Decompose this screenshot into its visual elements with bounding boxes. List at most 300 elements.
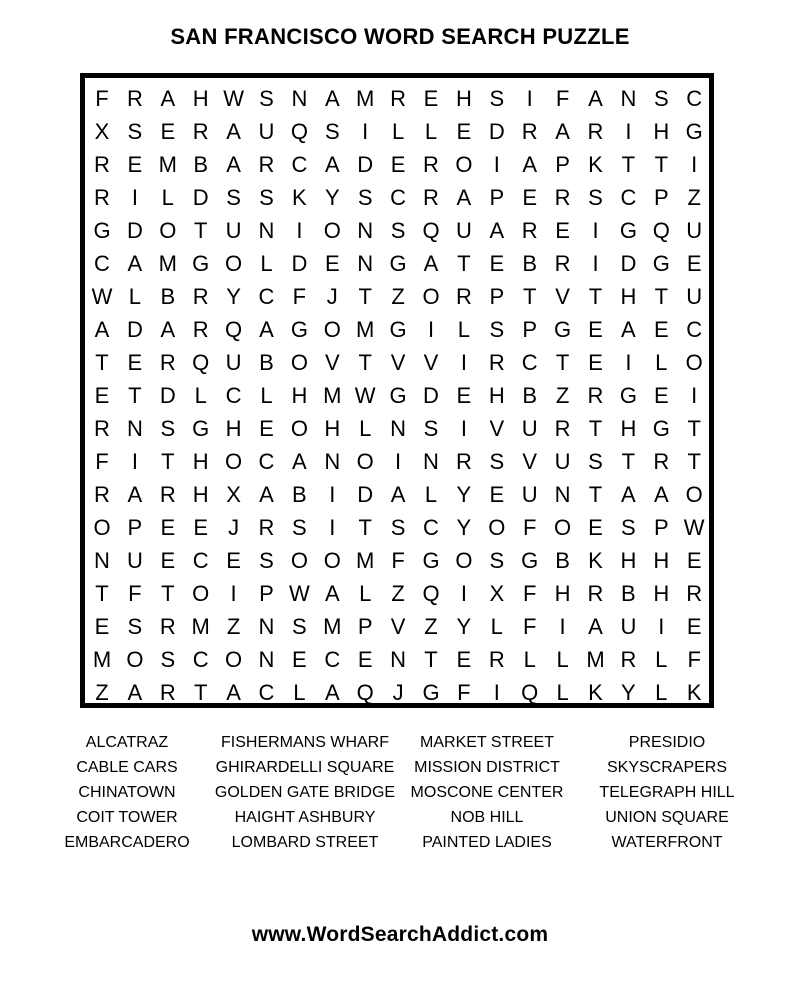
grid-cell[interactable]: S bbox=[489, 449, 505, 474]
grid-cell[interactable]: I bbox=[131, 185, 138, 210]
grid-cell[interactable]: X bbox=[94, 119, 110, 144]
grid-cell[interactable]: U bbox=[554, 449, 571, 474]
grid-cell[interactable]: A bbox=[621, 317, 636, 342]
grid-cell[interactable]: D bbox=[126, 218, 143, 243]
grid-cell[interactable]: Y bbox=[456, 482, 472, 507]
grid-cell[interactable]: P bbox=[127, 515, 143, 540]
grid-cell[interactable]: M bbox=[158, 152, 177, 177]
grid-cell[interactable]: A bbox=[226, 152, 241, 177]
grid-cell[interactable]: O bbox=[225, 251, 243, 276]
grid-cell[interactable]: O bbox=[323, 317, 341, 342]
grid-cell[interactable]: E bbox=[588, 317, 603, 342]
grid-cell[interactable]: N bbox=[620, 86, 637, 111]
grid-cell[interactable]: A bbox=[226, 680, 241, 705]
grid-cell[interactable]: V bbox=[555, 284, 570, 309]
grid-cell[interactable]: T bbox=[621, 152, 636, 177]
grid-cell[interactable]: O bbox=[685, 350, 703, 375]
grid-cell[interactable]: S bbox=[226, 185, 241, 210]
grid-cell[interactable]: D bbox=[488, 119, 505, 144]
grid-cell[interactable]: Z bbox=[226, 614, 241, 639]
grid-cell[interactable]: E bbox=[588, 515, 603, 540]
grid-cell[interactable]: K bbox=[588, 680, 603, 705]
grid-cell[interactable]: S bbox=[588, 449, 603, 474]
grid-cell[interactable]: M bbox=[356, 317, 375, 342]
grid-cell[interactable]: O bbox=[356, 449, 374, 474]
grid-cell[interactable]: U bbox=[225, 350, 242, 375]
grid-cell[interactable]: S bbox=[127, 119, 143, 144]
grid-cell[interactable]: T bbox=[457, 251, 471, 276]
grid-cell[interactable]: A bbox=[324, 581, 340, 606]
grid-cell[interactable]: C bbox=[390, 185, 407, 210]
grid-cell[interactable]: L bbox=[161, 185, 174, 210]
grid-cell[interactable]: T bbox=[555, 350, 570, 375]
grid-cell[interactable]: C bbox=[94, 251, 110, 276]
grid-cell[interactable]: I bbox=[625, 119, 632, 144]
grid-cell[interactable]: R bbox=[390, 86, 407, 111]
grid-cell[interactable]: G bbox=[290, 317, 308, 342]
grid-cell[interactable]: F bbox=[522, 614, 537, 639]
grid-cell[interactable]: T bbox=[193, 218, 208, 243]
grid-cell[interactable]: N bbox=[258, 614, 275, 639]
grid-cell[interactable]: A bbox=[324, 152, 340, 177]
grid-cell[interactable]: Y bbox=[226, 284, 241, 309]
grid-cell[interactable]: I bbox=[493, 680, 500, 705]
grid-cell[interactable]: R bbox=[423, 152, 439, 177]
grid-cell[interactable]: R bbox=[521, 119, 538, 144]
grid-cell[interactable]: H bbox=[653, 581, 670, 606]
grid-cell[interactable]: D bbox=[620, 251, 637, 276]
grid-cell[interactable]: R bbox=[159, 482, 176, 507]
grid-cell[interactable]: L bbox=[424, 119, 438, 144]
grid-cell[interactable]: E bbox=[324, 251, 340, 276]
grid-cell[interactable]: V bbox=[423, 350, 439, 375]
grid-cell[interactable]: M bbox=[191, 614, 210, 639]
grid-cell[interactable]: E bbox=[127, 152, 143, 177]
grid-cell[interactable]: E bbox=[226, 548, 241, 573]
grid-cell[interactable]: B bbox=[292, 482, 307, 507]
grid-cell[interactable]: I bbox=[395, 449, 402, 474]
grid-cell[interactable]: B bbox=[522, 251, 538, 276]
grid-cell[interactable]: T bbox=[95, 581, 109, 606]
grid-cell[interactable]: J bbox=[392, 680, 404, 705]
grid-cell[interactable]: Z bbox=[391, 581, 405, 606]
grid-cell[interactable]: S bbox=[160, 416, 176, 441]
grid-cell[interactable]: P bbox=[259, 581, 274, 606]
grid-cell[interactable]: H bbox=[653, 119, 670, 144]
grid-cell[interactable]: U bbox=[686, 218, 703, 243]
grid-cell[interactable]: H bbox=[554, 581, 571, 606]
grid-cell[interactable]: I bbox=[592, 218, 599, 243]
grid-cell[interactable]: R bbox=[423, 185, 439, 210]
grid-cell[interactable]: C bbox=[258, 680, 275, 705]
grid-cell[interactable]: E bbox=[160, 515, 176, 540]
grid-cell[interactable]: A bbox=[160, 86, 176, 111]
grid-cell[interactable]: C bbox=[192, 548, 209, 573]
grid-cell[interactable]: R bbox=[521, 218, 538, 243]
grid-cell[interactable]: D bbox=[159, 383, 176, 408]
grid-cell[interactable]: Q bbox=[356, 680, 374, 705]
grid-cell[interactable]: N bbox=[291, 86, 308, 111]
grid-cell[interactable]: P bbox=[555, 152, 570, 177]
grid-cell[interactable]: H bbox=[620, 416, 637, 441]
grid-cell[interactable]: A bbox=[160, 317, 176, 342]
grid-cell[interactable]: R bbox=[554, 416, 571, 441]
grid-cell[interactable]: I bbox=[460, 416, 467, 441]
grid-cell[interactable]: O bbox=[225, 647, 243, 672]
grid-cell[interactable]: G bbox=[422, 680, 440, 705]
grid-cell[interactable]: C bbox=[192, 647, 209, 672]
grid-cell[interactable]: N bbox=[357, 218, 374, 243]
grid-cell[interactable]: P bbox=[489, 185, 505, 210]
grid-cell[interactable]: O bbox=[93, 515, 111, 540]
grid-cell[interactable]: T bbox=[687, 449, 701, 474]
grid-cell[interactable]: M bbox=[586, 647, 605, 672]
grid-cell[interactable]: Q bbox=[422, 218, 440, 243]
grid-cell[interactable]: O bbox=[290, 416, 308, 441]
grid-cell[interactable]: V bbox=[390, 614, 406, 639]
grid-cell[interactable]: L bbox=[260, 383, 273, 408]
grid-cell[interactable]: R bbox=[686, 581, 703, 606]
grid-cell[interactable]: L bbox=[293, 680, 306, 705]
grid-cell[interactable]: T bbox=[161, 581, 175, 606]
grid-cell[interactable]: T bbox=[654, 284, 669, 309]
grid-cell[interactable]: T bbox=[161, 449, 175, 474]
grid-cell[interactable]: L bbox=[391, 119, 405, 144]
grid-cell[interactable]: R bbox=[554, 251, 571, 276]
grid-cell[interactable]: W bbox=[354, 383, 376, 408]
grid-cell[interactable]: S bbox=[259, 185, 274, 210]
grid-cell[interactable]: A bbox=[127, 482, 143, 507]
grid-cell[interactable]: L bbox=[655, 680, 668, 705]
grid-cell[interactable]: T bbox=[95, 350, 109, 375]
grid-cell[interactable]: P bbox=[489, 284, 505, 309]
grid-cell[interactable]: I bbox=[131, 449, 138, 474]
grid-cell[interactable]: E bbox=[555, 218, 570, 243]
grid-cell[interactable]: F bbox=[391, 548, 405, 573]
grid-cell[interactable]: M bbox=[323, 614, 342, 639]
grid-cell[interactable]: P bbox=[653, 515, 669, 540]
grid-cell[interactable]: E bbox=[686, 548, 702, 573]
grid-cell[interactable]: J bbox=[228, 515, 240, 540]
grid-cell[interactable]: R bbox=[620, 647, 637, 672]
grid-cell[interactable]: D bbox=[126, 317, 143, 342]
grid-cell[interactable]: L bbox=[260, 251, 273, 276]
grid-cell[interactable]: A bbox=[94, 317, 110, 342]
grid-cell[interactable]: C bbox=[258, 449, 275, 474]
grid-cell[interactable]: H bbox=[192, 86, 209, 111]
grid-cell[interactable]: C bbox=[686, 317, 703, 342]
grid-cell[interactable]: E bbox=[357, 647, 373, 672]
grid-cell[interactable]: H bbox=[291, 383, 308, 408]
grid-cell[interactable]: C bbox=[423, 515, 439, 540]
grid-cell[interactable]: E bbox=[588, 350, 603, 375]
grid-cell[interactable]: H bbox=[620, 284, 637, 309]
grid-cell[interactable]: L bbox=[424, 482, 438, 507]
grid-cell[interactable]: N bbox=[324, 449, 341, 474]
grid-cell[interactable]: R bbox=[94, 416, 110, 441]
grid-cell[interactable]: G bbox=[619, 218, 637, 243]
grid-cell[interactable]: T bbox=[358, 515, 372, 540]
grid-cell[interactable]: T bbox=[358, 284, 372, 309]
grid-cell[interactable]: T bbox=[193, 680, 208, 705]
grid-cell[interactable]: I bbox=[329, 482, 336, 507]
grid-cell[interactable]: F bbox=[522, 581, 537, 606]
grid-cell[interactable]: E bbox=[292, 647, 307, 672]
grid-cell[interactable]: A bbox=[127, 680, 143, 705]
grid-cell[interactable]: I bbox=[493, 152, 500, 177]
grid-cell[interactable]: R bbox=[488, 350, 505, 375]
grid-cell[interactable]: L bbox=[556, 647, 569, 672]
grid-cell[interactable]: B bbox=[160, 284, 176, 309]
grid-cell[interactable]: O bbox=[422, 284, 440, 309]
grid-cell[interactable]: E bbox=[160, 119, 176, 144]
grid-cell[interactable]: D bbox=[423, 383, 439, 408]
grid-cell[interactable]: A bbox=[456, 185, 472, 210]
grid-cell[interactable]: T bbox=[588, 284, 603, 309]
grid-cell[interactable]: G bbox=[619, 383, 637, 408]
grid-cell[interactable]: Q bbox=[192, 350, 210, 375]
grid-cell[interactable]: I bbox=[559, 614, 566, 639]
grid-cell[interactable]: O bbox=[290, 350, 308, 375]
grid-cell[interactable]: H bbox=[192, 482, 209, 507]
grid-cell[interactable]: E bbox=[489, 482, 505, 507]
grid-cell[interactable]: I bbox=[691, 152, 698, 177]
grid-cell[interactable]: S bbox=[489, 548, 505, 573]
grid-cell[interactable]: T bbox=[621, 449, 636, 474]
grid-cell[interactable]: A bbox=[324, 680, 340, 705]
grid-cell[interactable]: P bbox=[653, 185, 669, 210]
grid-cell[interactable]: S bbox=[292, 515, 307, 540]
grid-cell[interactable]: U bbox=[225, 218, 242, 243]
grid-cell[interactable]: I bbox=[592, 251, 599, 276]
grid-cell[interactable]: G bbox=[389, 383, 407, 408]
grid-cell[interactable]: E bbox=[94, 383, 110, 408]
grid-cell[interactable]: G bbox=[685, 119, 703, 144]
grid-cell[interactable]: S bbox=[160, 647, 176, 672]
grid-cell[interactable]: E bbox=[160, 548, 176, 573]
grid-cell[interactable]: T bbox=[687, 416, 701, 441]
grid-cell[interactable]: M bbox=[158, 251, 177, 276]
grid-cell[interactable]: A bbox=[259, 482, 274, 507]
grid-cell[interactable]: E bbox=[127, 350, 143, 375]
grid-cell[interactable]: W bbox=[683, 515, 705, 540]
grid-cell[interactable]: I bbox=[230, 581, 237, 606]
grid-cell[interactable]: V bbox=[522, 449, 538, 474]
grid-cell[interactable]: Z bbox=[95, 680, 109, 705]
grid-cell[interactable]: S bbox=[621, 515, 636, 540]
grid-cell[interactable]: O bbox=[159, 218, 177, 243]
grid-cell[interactable]: I bbox=[460, 350, 467, 375]
grid-cell[interactable]: A bbox=[226, 119, 241, 144]
grid-cell[interactable]: Z bbox=[555, 383, 570, 408]
letter-grid[interactable] bbox=[80, 73, 714, 708]
grid-cell[interactable]: H bbox=[455, 86, 472, 111]
grid-cell[interactable]: A bbox=[653, 482, 669, 507]
grid-cell[interactable]: B bbox=[555, 548, 570, 573]
grid-cell[interactable]: Z bbox=[687, 185, 701, 210]
grid-cell[interactable]: S bbox=[423, 416, 439, 441]
grid-cell[interactable]: G bbox=[389, 317, 407, 342]
grid-cell[interactable]: R bbox=[159, 680, 176, 705]
grid-cell[interactable]: A bbox=[489, 218, 505, 243]
grid-cell[interactable]: D bbox=[192, 185, 209, 210]
grid-cell[interactable]: F bbox=[457, 680, 471, 705]
grid-cell[interactable]: X bbox=[226, 482, 241, 507]
grid-cell[interactable]: U bbox=[686, 284, 703, 309]
grid-cell[interactable]: M bbox=[356, 86, 375, 111]
grid-cell[interactable]: B bbox=[193, 152, 209, 177]
grid-cell[interactable]: I bbox=[691, 383, 698, 408]
grid-cell[interactable]: G bbox=[192, 416, 210, 441]
grid-cell[interactable]: O bbox=[554, 515, 572, 540]
grid-cell[interactable]: L bbox=[556, 680, 569, 705]
grid-cell[interactable]: U bbox=[521, 482, 538, 507]
grid-cell[interactable]: Q bbox=[225, 317, 243, 342]
grid-cell[interactable]: K bbox=[588, 152, 603, 177]
grid-cell[interactable]: F bbox=[292, 284, 307, 309]
grid-cell[interactable]: R bbox=[192, 284, 209, 309]
grid-cell[interactable]: O bbox=[323, 548, 341, 573]
grid-cell[interactable]: C bbox=[686, 86, 703, 111]
grid-cell[interactable]: G bbox=[652, 416, 670, 441]
grid-cell[interactable]: R bbox=[94, 185, 110, 210]
grid-cell[interactable]: E bbox=[686, 614, 702, 639]
grid-cell[interactable]: Y bbox=[324, 185, 340, 210]
grid-cell[interactable]: C bbox=[291, 152, 308, 177]
grid-cell[interactable]: O bbox=[290, 548, 308, 573]
grid-cell[interactable]: H bbox=[653, 548, 670, 573]
grid-cell[interactable]: C bbox=[324, 647, 341, 672]
grid-cell[interactable]: R bbox=[455, 449, 472, 474]
grid-cell[interactable]: C bbox=[225, 383, 242, 408]
grid-cell[interactable]: Q bbox=[422, 581, 440, 606]
grid-cell[interactable]: L bbox=[655, 647, 668, 672]
grid-cell[interactable]: E bbox=[522, 185, 538, 210]
grid-cell[interactable]: A bbox=[127, 251, 143, 276]
grid-cell[interactable]: A bbox=[390, 482, 406, 507]
grid-cell[interactable]: E bbox=[653, 383, 669, 408]
grid-cell[interactable]: J bbox=[326, 284, 338, 309]
grid-cell[interactable]: E bbox=[653, 317, 669, 342]
grid-cell[interactable]: D bbox=[357, 482, 374, 507]
grid-cell[interactable]: A bbox=[423, 251, 439, 276]
grid-cell[interactable]: M bbox=[92, 647, 112, 672]
grid-cell[interactable]: V bbox=[324, 350, 340, 375]
grid-cell[interactable]: F bbox=[687, 647, 701, 672]
grid-cell[interactable]: N bbox=[357, 251, 374, 276]
grid-cell[interactable]: A bbox=[324, 86, 340, 111]
grid-cell[interactable]: V bbox=[390, 350, 406, 375]
grid-cell[interactable]: H bbox=[488, 383, 505, 408]
grid-cell[interactable]: I bbox=[362, 119, 369, 144]
grid-cell[interactable]: W bbox=[289, 581, 310, 606]
grid-cell[interactable]: H bbox=[620, 548, 637, 573]
grid-cell[interactable]: H bbox=[192, 449, 209, 474]
grid-cell[interactable]: O bbox=[685, 482, 703, 507]
grid-cell[interactable]: L bbox=[128, 284, 142, 309]
grid-cell[interactable]: A bbox=[588, 86, 603, 111]
grid-cell[interactable]: S bbox=[489, 86, 505, 111]
grid-cell[interactable]: L bbox=[655, 350, 668, 375]
grid-cell[interactable]: E bbox=[259, 416, 274, 441]
grid-cell[interactable]: K bbox=[588, 548, 603, 573]
grid-cell[interactable]: R bbox=[488, 647, 505, 672]
grid-cell[interactable]: Z bbox=[424, 614, 438, 639]
grid-cell[interactable]: O bbox=[455, 152, 473, 177]
grid-cell[interactable]: B bbox=[621, 581, 636, 606]
grid-cell[interactable]: W bbox=[223, 86, 244, 111]
grid-cell[interactable]: I bbox=[658, 614, 665, 639]
grid-cell[interactable]: G bbox=[192, 251, 210, 276]
grid-cell[interactable]: E bbox=[456, 647, 472, 672]
grid-cell[interactable]: O bbox=[126, 647, 144, 672]
grid-cell[interactable]: B bbox=[259, 350, 274, 375]
grid-cell[interactable]: R bbox=[653, 449, 670, 474]
grid-cell[interactable]: S bbox=[324, 119, 340, 144]
grid-cell[interactable]: N bbox=[390, 647, 407, 672]
grid-cell[interactable]: R bbox=[159, 350, 176, 375]
grid-cell[interactable]: R bbox=[94, 152, 110, 177]
grid-cell[interactable]: B bbox=[522, 383, 538, 408]
grid-cell[interactable]: K bbox=[292, 185, 307, 210]
grid-cell[interactable]: D bbox=[357, 152, 374, 177]
grid-cell[interactable]: F bbox=[128, 581, 142, 606]
grid-cell[interactable]: G bbox=[554, 317, 572, 342]
grid-cell[interactable]: R bbox=[159, 614, 176, 639]
grid-cell[interactable]: T bbox=[358, 350, 372, 375]
grid-cell[interactable]: E bbox=[456, 383, 472, 408]
grid-cell[interactable]: A bbox=[522, 152, 538, 177]
grid-cell[interactable]: I bbox=[427, 317, 435, 342]
grid-cell[interactable]: Y bbox=[621, 680, 636, 705]
grid-cell[interactable]: O bbox=[488, 515, 506, 540]
grid-cell[interactable]: A bbox=[292, 449, 307, 474]
grid-cell[interactable]: R bbox=[192, 119, 209, 144]
grid-cell[interactable]: G bbox=[389, 251, 407, 276]
grid-cell[interactable]: G bbox=[93, 218, 111, 243]
grid-cell[interactable]: R bbox=[587, 581, 604, 606]
grid-cell[interactable]: U bbox=[620, 614, 637, 639]
grid-cell[interactable]: T bbox=[588, 416, 603, 441]
grid-cell[interactable]: Q bbox=[521, 680, 539, 705]
grid-cell[interactable]: E bbox=[94, 614, 110, 639]
grid-cell[interactable]: O bbox=[192, 581, 210, 606]
grid-cell[interactable]: N bbox=[126, 416, 143, 441]
grid-cell[interactable]: F bbox=[522, 515, 537, 540]
grid-cell[interactable]: N bbox=[390, 416, 407, 441]
grid-cell[interactable]: E bbox=[456, 119, 472, 144]
grid-cell[interactable]: I bbox=[526, 86, 533, 111]
grid-cell[interactable]: S bbox=[357, 185, 373, 210]
grid-cell[interactable]: Q bbox=[652, 218, 670, 243]
grid-cell[interactable]: U bbox=[258, 119, 275, 144]
grid-cell[interactable]: I bbox=[460, 581, 467, 606]
grid-cell[interactable]: N bbox=[554, 482, 571, 507]
grid-cell[interactable]: L bbox=[490, 614, 503, 639]
grid-cell[interactable]: C bbox=[620, 185, 637, 210]
grid-cell[interactable]: R bbox=[126, 86, 143, 111]
grid-cell[interactable]: R bbox=[192, 317, 209, 342]
grid-cell[interactable]: Y bbox=[456, 515, 472, 540]
grid-cell[interactable]: C bbox=[521, 350, 538, 375]
grid-cell[interactable]: U bbox=[126, 548, 143, 573]
grid-cell[interactable]: D bbox=[291, 251, 308, 276]
grid-cell[interactable]: S bbox=[292, 614, 307, 639]
grid-cell[interactable]: V bbox=[489, 416, 505, 441]
grid-cell[interactable]: H bbox=[324, 416, 341, 441]
grid-cell[interactable]: R bbox=[587, 383, 604, 408]
grid-cell[interactable]: I bbox=[329, 515, 336, 540]
